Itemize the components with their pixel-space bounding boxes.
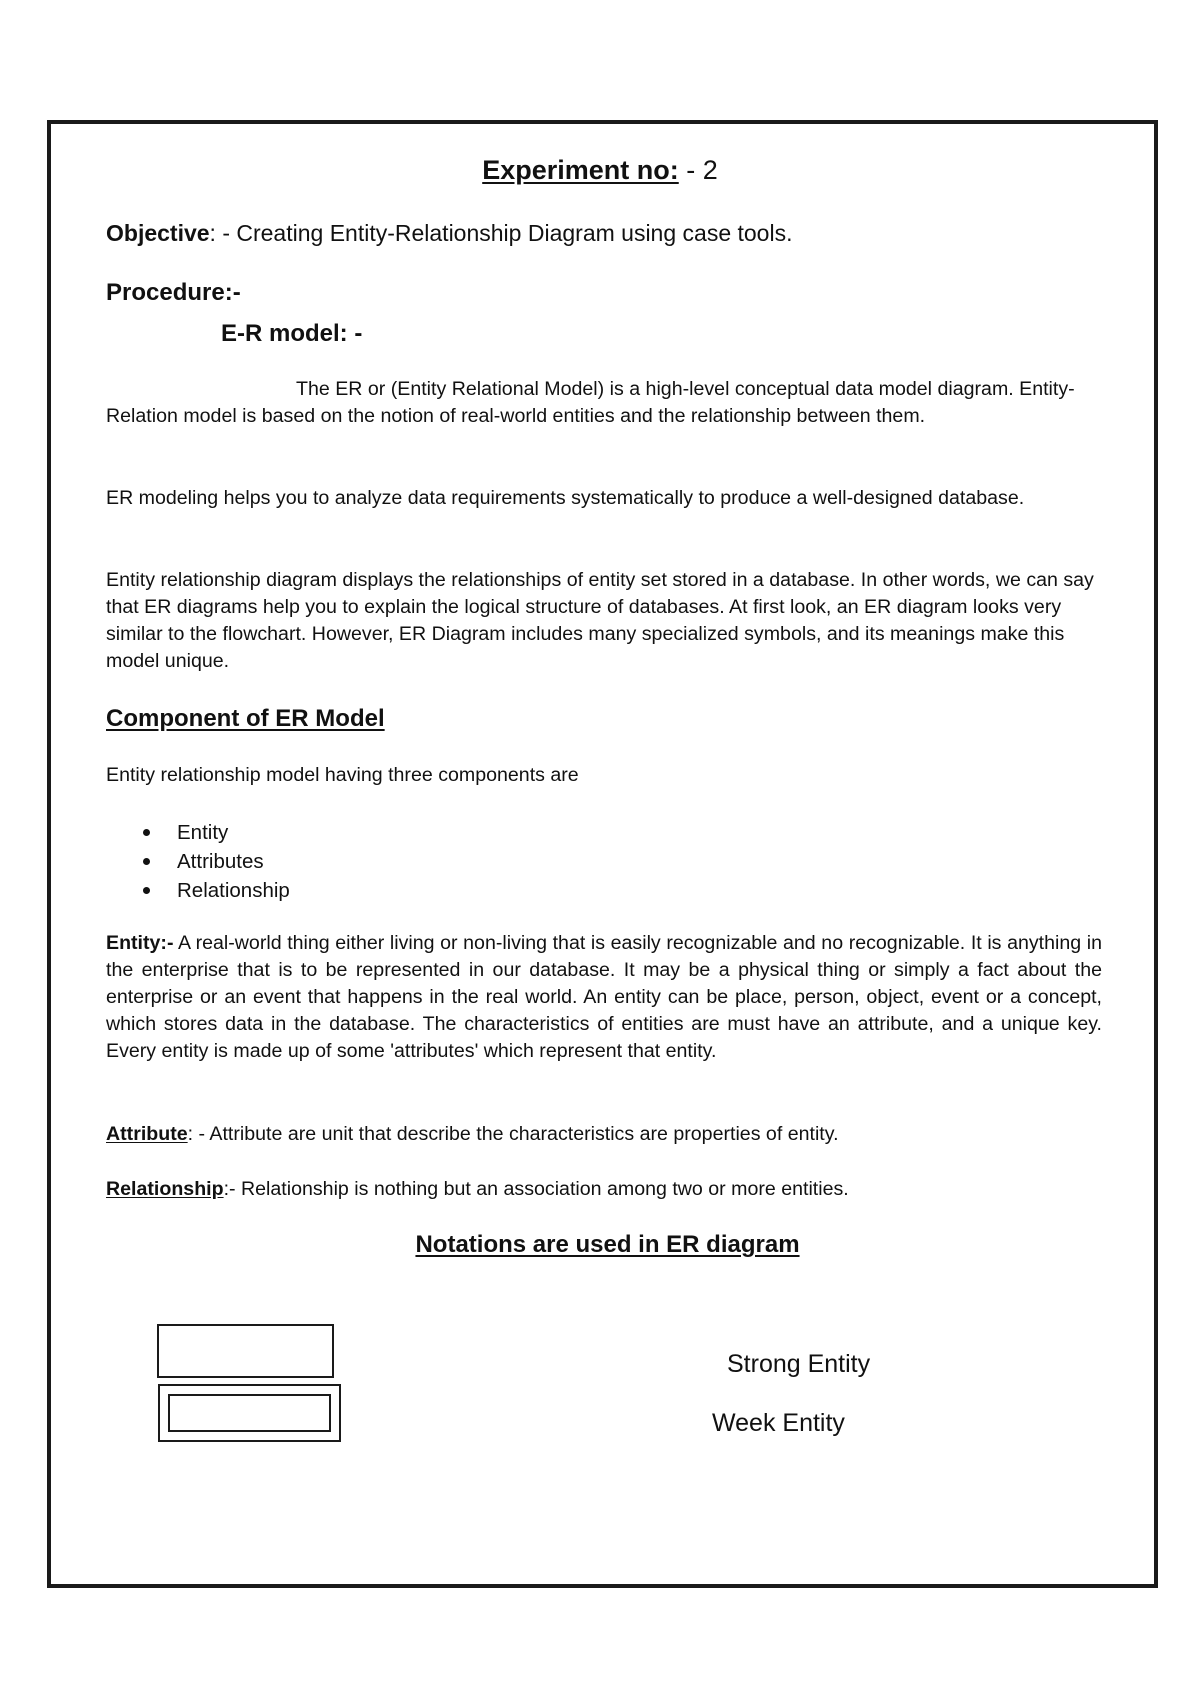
er-model-subheading: E-R model: - [221,320,363,347]
weak-entity-double-rectangle [158,1384,341,1442]
relationship-definition [106,1176,1102,1203]
list-item [140,818,290,847]
components-intro: Entity relationship model having three components are [106,764,579,786]
objective-label: Objective [106,220,210,246]
attribute-definition [106,1121,1102,1148]
notations-heading: Notations are used in ER diagram [415,1231,800,1258]
list-item [140,847,290,876]
bullet-icon [143,887,150,894]
list-item-label: Attributes [177,850,264,873]
experiment-title [0,154,1200,186]
weak-entity-label: Week Entity [712,1409,845,1437]
bullet-icon [143,829,150,836]
list-item-label: Relationship [177,879,290,902]
components-list [140,818,290,905]
entity-definition [106,930,1102,1065]
weak-entity-inner-rectangle [168,1394,331,1432]
relationship-text: :- Relationship is nothing but an association among two or more entities. [223,1178,849,1200]
attribute-text: : - Attribute are unit that describe the characteristics are properties of entity. [187,1123,839,1145]
entity-text: A real-world thing either living or non-living that is easily recognizable and no recognizable. It is anything in the enterprise that is to be represented in our database. It may be a physical thing or simply a fact about the enterprise or an event that happens in the real world. An entity can be place, person, object, event or a concept, which stores data in the database. The characteristics of entities are must have an attribute, and a unique key. Every entity is made up of some 'attributes' which represent that entity. [106,932,1102,1062]
procedure-heading: Procedure:- [106,279,241,306]
entity-label: Entity:- [106,932,174,954]
strong-entity-rectangle [157,1324,334,1378]
bullet-icon [143,858,150,865]
objective-line [106,219,792,247]
components-heading: Component of ER Model [106,705,385,732]
attribute-label: Attribute [106,1123,188,1145]
objective-text: : - Creating Entity-Relationship Diagram using case tools. [209,220,793,246]
intro-paragraph: The ER or (Entity Relational Model) is a high-level conceptual data model diagram. Entity-Relation model is based on the notion of real-world entities and the relationship between them. [106,378,1075,427]
diagram-paragraph: Entity relationship diagram displays the relationships of entity set stored in a database. In other words, we can say that ER diagrams help you to explain the logical structure of databases. At first look, an ER diagram looks very similar to the flowchart. However, ER Diagram includes many specialized symbols, and its meanings make this model unique. [106,569,1094,672]
strong-entity-label: Strong Entity [727,1350,871,1378]
modeling-paragraph: ER modeling helps you to analyze data requirements systematically to produce a well-designed database. [106,487,1025,509]
experiment-number: - 2 [678,155,718,185]
experiment-title-label: Experiment no: [482,155,679,185]
list-item-label: Entity [177,821,229,844]
list-item [140,876,290,905]
relationship-label: Relationship [106,1178,224,1200]
